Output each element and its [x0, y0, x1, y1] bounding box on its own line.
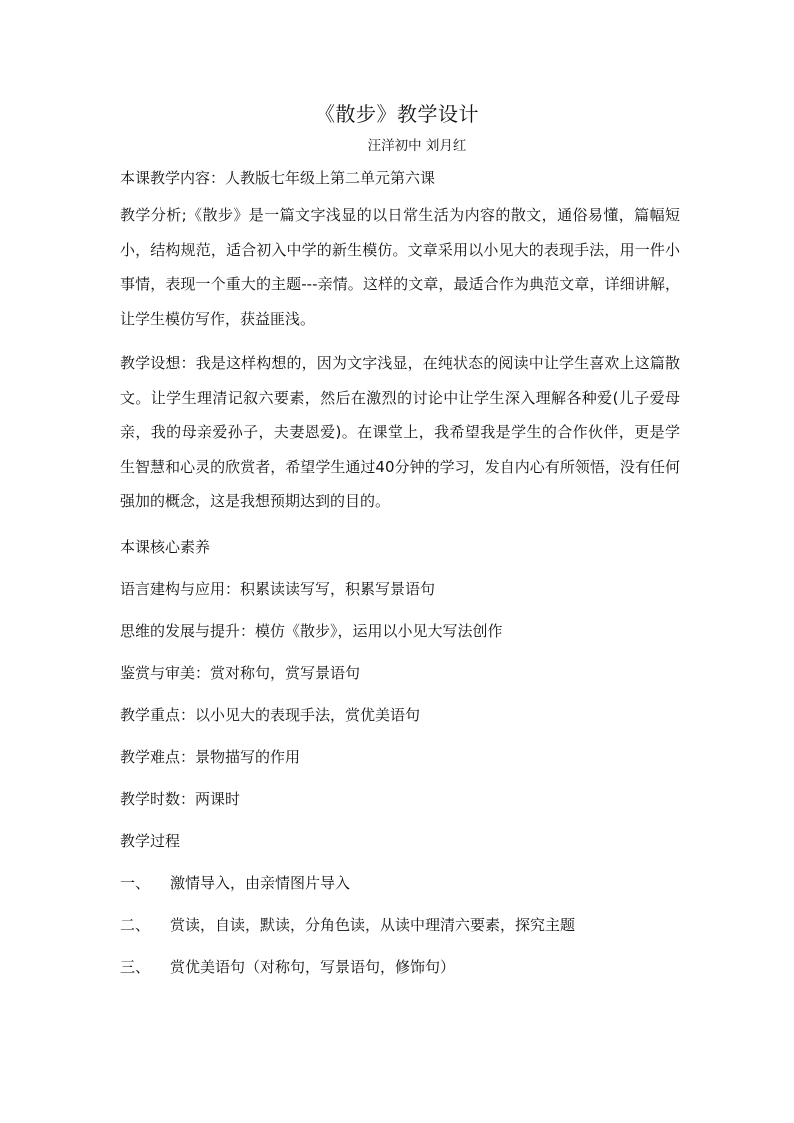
difficulty: 教学难点：景物描写的作用 [120, 747, 301, 766]
process-heading: 教学过程 [120, 831, 181, 850]
step-number: 三、 [120, 957, 151, 976]
hours: 教学时数：两课时 [120, 789, 241, 808]
document-body [120, 164, 680, 981]
core-item-1: 语言建构与应用：积累读读写写，积累写景语句 [120, 579, 436, 598]
document-author: 汪洋初中 刘月红 [367, 138, 467, 154]
step-text: 赏读，自读，默读，分角色读，从读中理清六要素，探究主题 [170, 915, 576, 934]
step-number: 二、 [120, 915, 151, 934]
process-step [120, 869, 680, 897]
process-step [120, 953, 680, 981]
key-point: 教学重点：以小见大的表现手法，赏优美语句 [120, 705, 421, 724]
document-title: 《散步》教学设计 [315, 102, 479, 126]
core-heading: 本课核心素养 [120, 537, 211, 556]
design-idea-paragraph: 教学设想：我是这样构想的，因为文字浅显，在纯状态的阅读中让学生喜欢上这篇散文。让学生理清记叙六要素，然后在激烈的讨论中让学生深入理解各种爱(儿子爱母亲，我的母亲爱孙子，夫妻恩爱)。在课堂上，我希望我是学生的合作伙伴，更是学生智慧和心灵的欣赏者，希望学生通过40分钟的学习，发自内心有所领悟，没有任何强加的概念，这是我想预期达到的目的。 [120, 354, 680, 510]
step-text: 赏优美语句（对称句，写景语句，修饰句） [170, 957, 456, 976]
step-text: 激情导入，由亲情图片导入 [170, 873, 351, 892]
analysis-paragraph: 教学分析;《散步》是一篇文字浅显的以日常生活为内容的散文，通俗易懂，篇幅短小，结构规范，适合初入中学的新生模仿。文章采用以小见大的表现手法，用一件小事情，表现一个重大的主题---亲情。这样的文章，最适合作为典范文章，详细讲解，让学生模仿写作，获益匪浅。 [120, 206, 680, 328]
step-number: 一、 [120, 873, 151, 892]
content-line: 本课教学内容：人教版七年级上第二单元第六课 [120, 169, 436, 187]
core-item-3: 鉴赏与审美：赏对称句，赏写景语句 [120, 663, 361, 682]
core-item-2: 思维的发展与提升：模仿《散步》，运用以小见大写法创作 [120, 621, 503, 640]
process-step [120, 911, 680, 939]
